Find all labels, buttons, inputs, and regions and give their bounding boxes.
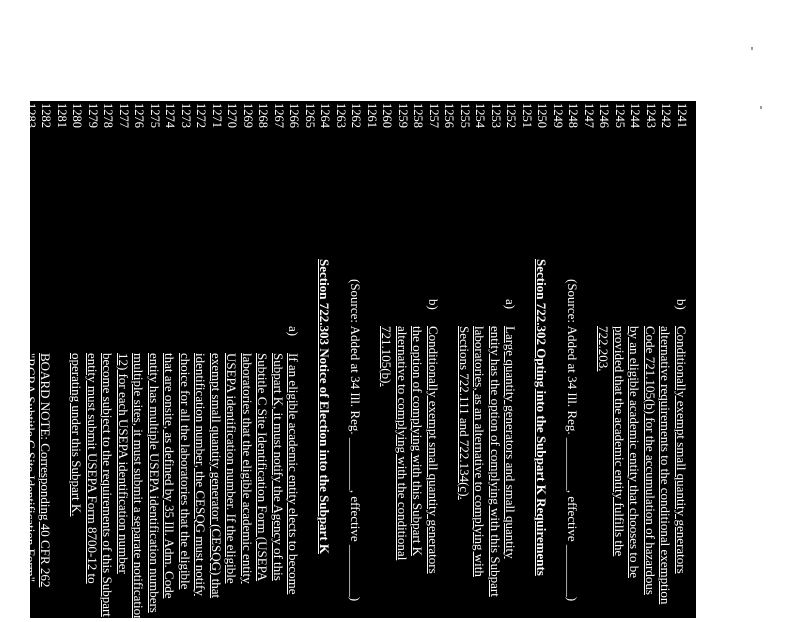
document-line <box>674 101 689 618</box>
line-number: 1278 <box>101 103 116 128</box>
document-line <box>194 101 209 618</box>
document-text-block <box>23 101 696 622</box>
line-number: 1270 <box>225 103 240 128</box>
line-text: operating under this Subpart K. <box>69 353 85 517</box>
document-line <box>333 101 348 618</box>
document-line <box>209 101 224 618</box>
line-number: 1252 <box>504 103 519 128</box>
line-text: Conditionally exempt small quantity generators <box>426 326 441 574</box>
line-number: 1275 <box>148 103 162 128</box>
document-line <box>659 101 674 618</box>
document-line <box>566 101 581 618</box>
document-line <box>225 101 240 618</box>
line-text: provided that the academic entity fulfills the <box>612 326 627 557</box>
document-line <box>364 101 379 618</box>
subsection-marker: a) <box>286 326 302 337</box>
line-number: 1282 <box>39 103 54 128</box>
line-text: by an eligible academic entity that chooses to be <box>627 326 643 578</box>
line-number: 1280 <box>70 103 85 128</box>
line-number: 1245 <box>613 103 627 128</box>
document-line <box>101 101 116 618</box>
speck-mark <box>760 106 762 109</box>
line-text: (Source: Added at 34 Ill. Reg. ________, effective ________) <box>565 279 581 602</box>
line-text: Subtitle C Site Identification Form (USEPA <box>255 353 271 582</box>
line-number: 1264 <box>318 103 333 128</box>
line-text: 722.203. <box>596 326 612 372</box>
line-number: 1253 <box>489 103 503 128</box>
line-text: "RCRA Subtitle C Site Identification Form" <box>23 353 38 583</box>
line-number: 1279 <box>86 103 100 128</box>
line-number: 1261 <box>365 103 379 128</box>
line-text: laboratories, as an alternative to complying with <box>472 326 488 577</box>
document-line <box>131 101 147 622</box>
line-number: 1273 <box>179 103 193 128</box>
line-number: 1283 <box>24 103 38 128</box>
document-line <box>240 101 255 618</box>
line-number: 1242 <box>659 103 674 128</box>
line-number: 1262 <box>349 103 364 128</box>
line-text: (Source: Added at 34 Ill. Reg. ________, effective ________) <box>348 279 364 602</box>
line-text: that are onsite, as defined by 35 Ill. Adm. Code <box>162 353 178 599</box>
line-text: Subpart K, it must notify the Agency of this <box>271 353 286 581</box>
document-line <box>395 101 410 618</box>
subsection-marker: b) <box>426 299 441 310</box>
line-text: choice for all the laboratories that the eligible <box>178 353 193 590</box>
line-text: Sections 722.111 and 722.134(c). <box>457 326 472 500</box>
line-number: 1258 <box>411 103 426 128</box>
line-number: 1266 <box>287 103 302 128</box>
document-line <box>426 101 441 618</box>
line-text: alternative requirements to the conditional exemption <box>658 326 674 605</box>
line-number: 1271 <box>210 103 224 128</box>
line-text: alternative to complying with the conditional <box>395 326 410 561</box>
document-line <box>643 101 658 618</box>
line-number: 1250 <box>535 103 550 128</box>
line-text: 12) for each USEPA identification number <box>116 353 131 574</box>
document-line <box>302 101 317 618</box>
line-text: Conditionally exempt small quantity generators <box>674 326 689 574</box>
line-number: 1254 <box>473 103 488 128</box>
rotated-document-page <box>23 101 696 622</box>
section-heading: Section 722.303 Notice of Election into the Subpart K <box>317 259 333 555</box>
line-number: 1241 <box>675 103 689 128</box>
document-line <box>318 101 333 618</box>
document-line <box>535 101 550 618</box>
document-line <box>488 101 503 618</box>
line-number: 1265 <box>303 103 317 128</box>
line-text: multiple sites, it must submit a separate notification <box>131 353 147 622</box>
line-number: 1274 <box>163 103 178 128</box>
document-line <box>349 101 364 618</box>
line-number: 1276 <box>132 103 147 128</box>
line-number: 1246 <box>597 103 612 128</box>
line-number: 1248 <box>566 103 581 128</box>
document-line <box>54 101 69 618</box>
document-line <box>39 101 54 618</box>
section-heading: Section 722.302 Opting into the Subpart K Requirements <box>534 259 550 576</box>
line-number: 1251 <box>520 103 534 128</box>
document-line <box>550 101 565 618</box>
line-number: 1268 <box>256 103 271 128</box>
subsection-marker: a) <box>503 299 519 310</box>
line-number: 1269 <box>241 103 255 128</box>
speck-mark <box>751 47 753 50</box>
line-number: 1256 <box>442 103 457 128</box>
document-line <box>612 101 627 618</box>
line-text: entity has multiple USEPA identification numbers <box>147 353 162 613</box>
document-line <box>597 101 612 618</box>
line-number: 1247 <box>582 103 596 128</box>
document-line <box>116 101 131 618</box>
document-line <box>163 101 178 618</box>
line-text: the option of complying with this Subpart K <box>410 326 426 557</box>
line-text: USEPA identification number. If the eligible <box>224 353 240 584</box>
document-line <box>519 101 534 618</box>
line-number: 1259 <box>396 103 410 128</box>
line-number: 1243 <box>644 103 658 128</box>
document-line <box>411 101 426 618</box>
line-text: identification number, the CESQG must notify <box>193 353 209 596</box>
document-line <box>178 101 193 618</box>
document-line <box>442 101 457 618</box>
document-line <box>457 101 472 618</box>
document-line <box>147 101 162 618</box>
line-number: 1260 <box>380 103 395 128</box>
line-text: exempt small quantity generator (CESQG) that <box>209 353 224 599</box>
line-number: 1277 <box>117 103 131 128</box>
line-number: 1255 <box>458 103 472 128</box>
document-line <box>581 101 596 618</box>
line-text: become subject to the requirements of this Subpart <box>100 353 116 617</box>
document-line <box>287 101 302 618</box>
document-line <box>70 101 85 618</box>
document-line <box>271 101 286 618</box>
line-text: BOARD NOTE: Corresponding 40 CFR 262 <box>38 353 54 588</box>
subsection-marker: b) <box>674 299 689 310</box>
line-text: Large quantity generators and small quantity <box>503 326 519 559</box>
line-text: entity has the option of complying with this Subpart <box>488 326 503 597</box>
line-text: If an eligible academic entity elects to become <box>286 353 302 595</box>
line-number: 1263 <box>334 103 348 128</box>
document-line <box>473 101 488 618</box>
document-line <box>504 101 519 618</box>
line-number: 1249 <box>551 103 565 128</box>
document-line <box>256 101 271 618</box>
line-number: 1244 <box>628 103 643 128</box>
line-number: 1281 <box>55 103 69 128</box>
line-text: 721.105(b). <box>379 326 395 387</box>
line-text: Code 721.105(b) for the accumulation of hazardous <box>643 326 658 595</box>
document-line <box>23 101 38 618</box>
line-number: 1272 <box>194 103 209 128</box>
document-line <box>628 101 643 618</box>
line-number: 1267 <box>272 103 286 128</box>
document-line <box>85 101 100 618</box>
line-text: laboratories that the eligible academic entity <box>240 353 255 584</box>
document-line <box>380 101 395 618</box>
line-number: 1257 <box>427 103 441 128</box>
line-text: entity must submit USEPA Form 8700-12 to <box>85 353 100 584</box>
